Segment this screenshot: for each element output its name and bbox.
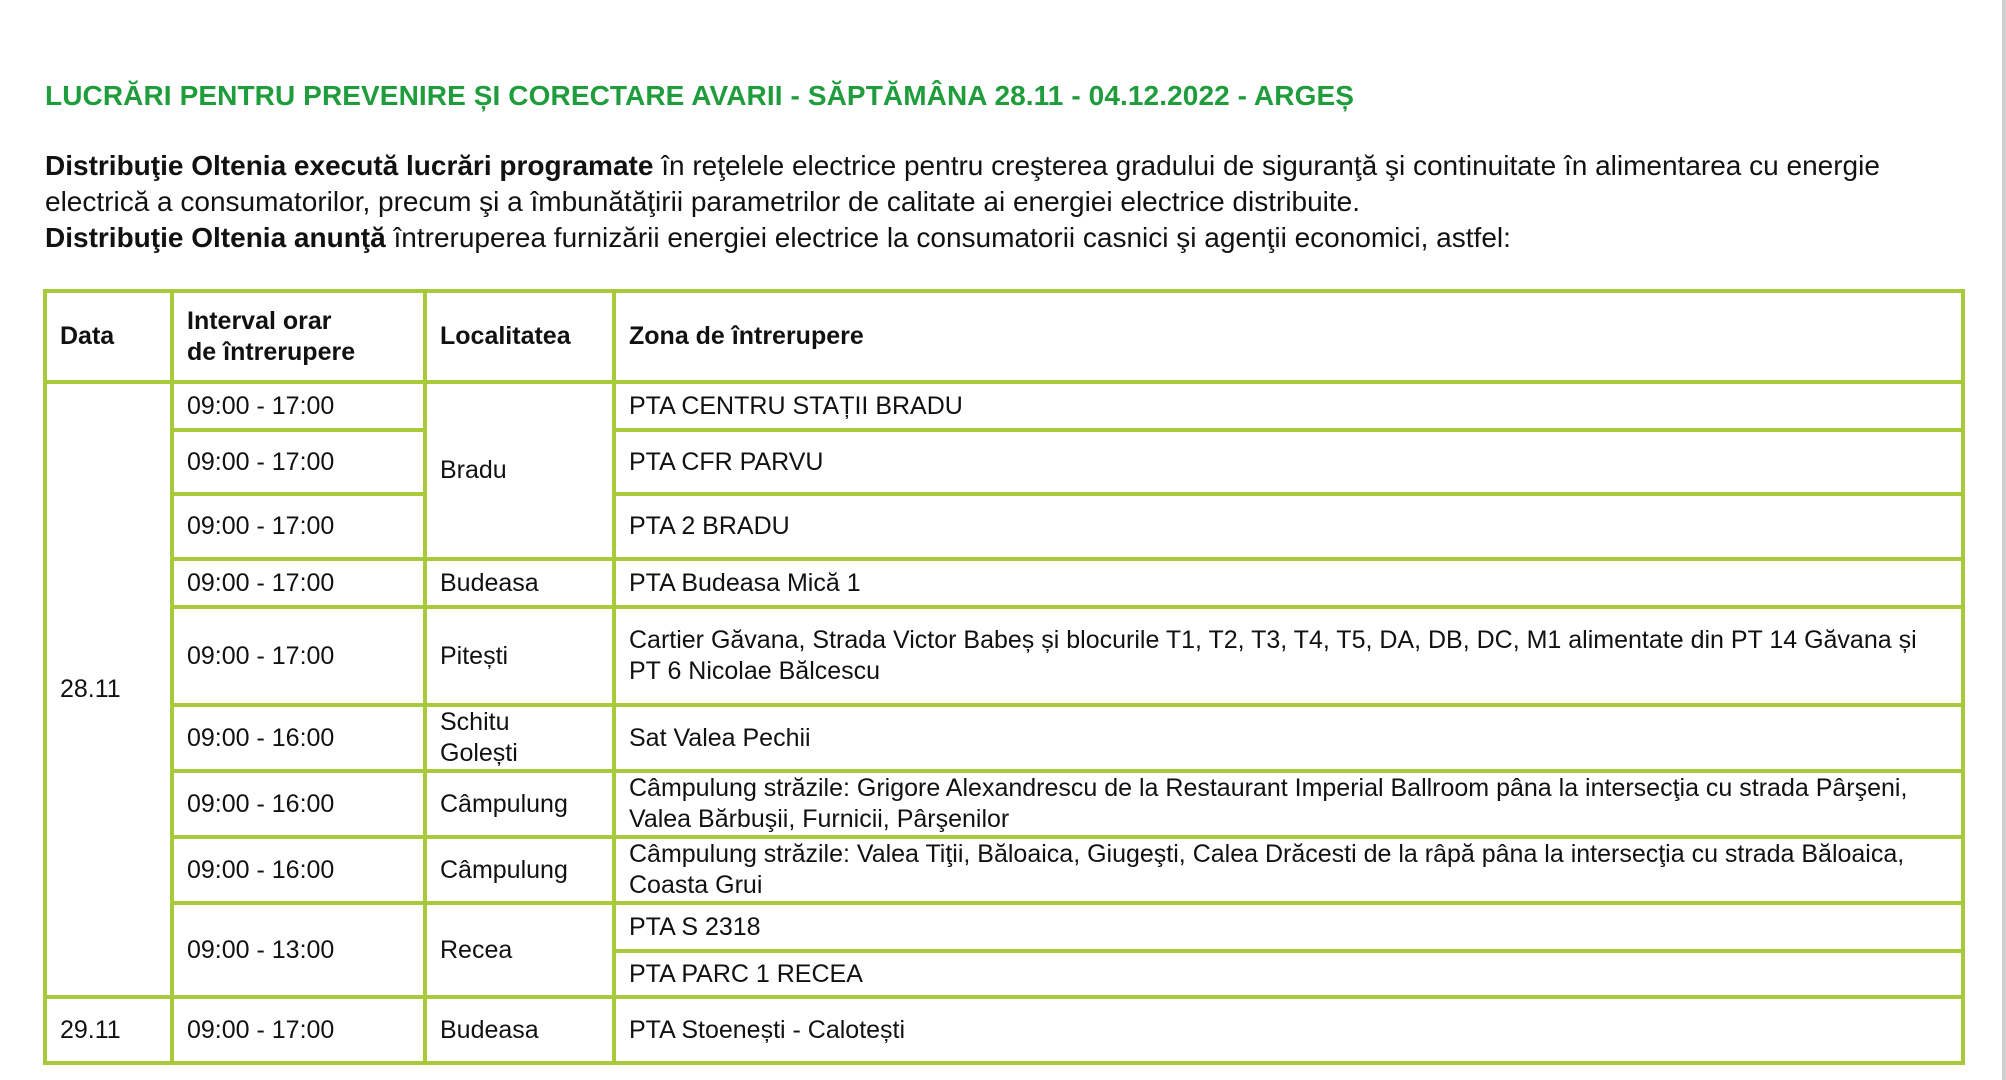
- intro-paragraph-2: [45, 220, 1965, 256]
- locality-cell: Câmpulung: [425, 837, 614, 903]
- intro-text: [45, 148, 1965, 256]
- interval-cell: 09:00 - 17:00: [172, 430, 425, 494]
- table-header-row: [45, 291, 1963, 382]
- locality-line1: Schitu: [440, 708, 510, 736]
- zone-cell: Câmpulung străzile: Valea Tiţii, Băloaica, Giugeşti, Calea Drăcesti de la râpă pâna la intersecţia cu strada Băloaica, Coasta Grui: [614, 837, 1963, 903]
- intro-bold-1: Distribuţie Oltenia execută lucrări programate: [45, 150, 654, 181]
- header-date: Data: [45, 291, 172, 382]
- zone-cell: PTA PARC 1 RECEA: [614, 951, 1963, 997]
- zone-cell: PTA CENTRU STAȚII BRADU: [614, 382, 1963, 430]
- interval-cell: 09:00 - 16:00: [172, 705, 425, 771]
- header-zone: Zona de întrerupere: [614, 291, 1963, 382]
- locality-cell: Recea: [425, 903, 614, 997]
- table-row: [45, 771, 1963, 837]
- intro-body-1: în reţelele electrice pentru creşterea gradului de siguranţă şi continuitate în alimentarea cu energie electrică a consumatorilor, precum şi a îmbunătăţirii parametrilor de calitate ai energiei electrice distribuite.: [45, 150, 1880, 217]
- locality-line2: Golești: [440, 739, 518, 767]
- zone-cell: Câmpulung străzile: Grigore Alexandrescu de la Restaurant Imperial Ballroom pâna la intersecţia cu strada Pârşeni, Valea Bărbuşii, Furnicii, Pârşenilor: [614, 771, 1963, 837]
- zone-cell: PTA Budeasa Mică 1: [614, 559, 1963, 607]
- table-row: [45, 494, 1963, 559]
- locality-cell: Pitești: [425, 607, 614, 705]
- date-cell: 29.11: [45, 997, 172, 1063]
- intro-paragraph-1: [45, 148, 1965, 220]
- locality-cell: Bradu: [425, 382, 614, 559]
- header-interval: [172, 291, 425, 382]
- header-interval-line1: Interval orar: [187, 306, 332, 335]
- interval-cell: 09:00 - 17:00: [172, 494, 425, 559]
- table-row: [45, 430, 1963, 494]
- interval-cell: 09:00 - 16:00: [172, 837, 425, 903]
- interval-cell: 09:00 - 17:00: [172, 997, 425, 1063]
- table-row: [45, 607, 1963, 705]
- locality-cell: Budeasa: [425, 559, 614, 607]
- locality-cell: [425, 705, 614, 771]
- table-row: [45, 903, 1963, 951]
- intro-body-2: întreruperea furnizării energiei electrice la consumatorii casnici şi agenţii economici, astfel:: [385, 222, 1511, 253]
- table-row: [45, 997, 1963, 1063]
- interval-cell: 09:00 - 13:00: [172, 903, 425, 997]
- interval-cell: 09:00 - 17:00: [172, 607, 425, 705]
- page-edge-divider: [2002, 0, 2006, 1080]
- table-row: [45, 559, 1963, 607]
- date-cell: 28.11: [45, 382, 172, 997]
- zone-cell: PTA Stoenești - Calotești: [614, 997, 1963, 1063]
- outage-table: [43, 289, 1965, 1065]
- interval-cell: 09:00 - 17:00: [172, 382, 425, 430]
- table-row: [45, 382, 1963, 430]
- header-interval-line2: de întrerupere: [187, 337, 356, 366]
- zone-cell: PTA S 2318: [614, 903, 1963, 951]
- table-row: [45, 837, 1963, 903]
- zone-cell: PTA CFR PARVU: [614, 430, 1963, 494]
- locality-cell: Câmpulung: [425, 771, 614, 837]
- page-title: LUCRĂRI PENTRU PREVENIRE ȘI CORECTARE AVARII - SĂPTĂMÂNA 28.11 - 04.12.2022 - ARGEȘ: [45, 80, 1355, 111]
- locality-cell: Budeasa: [425, 997, 614, 1063]
- table-row: [45, 705, 1963, 771]
- interval-cell: 09:00 - 17:00: [172, 559, 425, 607]
- zone-cell: PTA 2 BRADU: [614, 494, 1963, 559]
- header-locality: Localitatea: [425, 291, 614, 382]
- interval-cell: 09:00 - 16:00: [172, 771, 425, 837]
- zone-cell: Sat Valea Pechii: [614, 705, 1963, 771]
- intro-bold-2: Distribuţie Oltenia anunţă: [45, 222, 386, 253]
- zone-cell: Cartier Găvana, Strada Victor Babeș și blocurile T1, T2, T3, T4, T5, DA, DB, DC, M1 alimentate din PT 14 Găvana și PT 6 Nicolae Bălcescu: [614, 607, 1963, 705]
